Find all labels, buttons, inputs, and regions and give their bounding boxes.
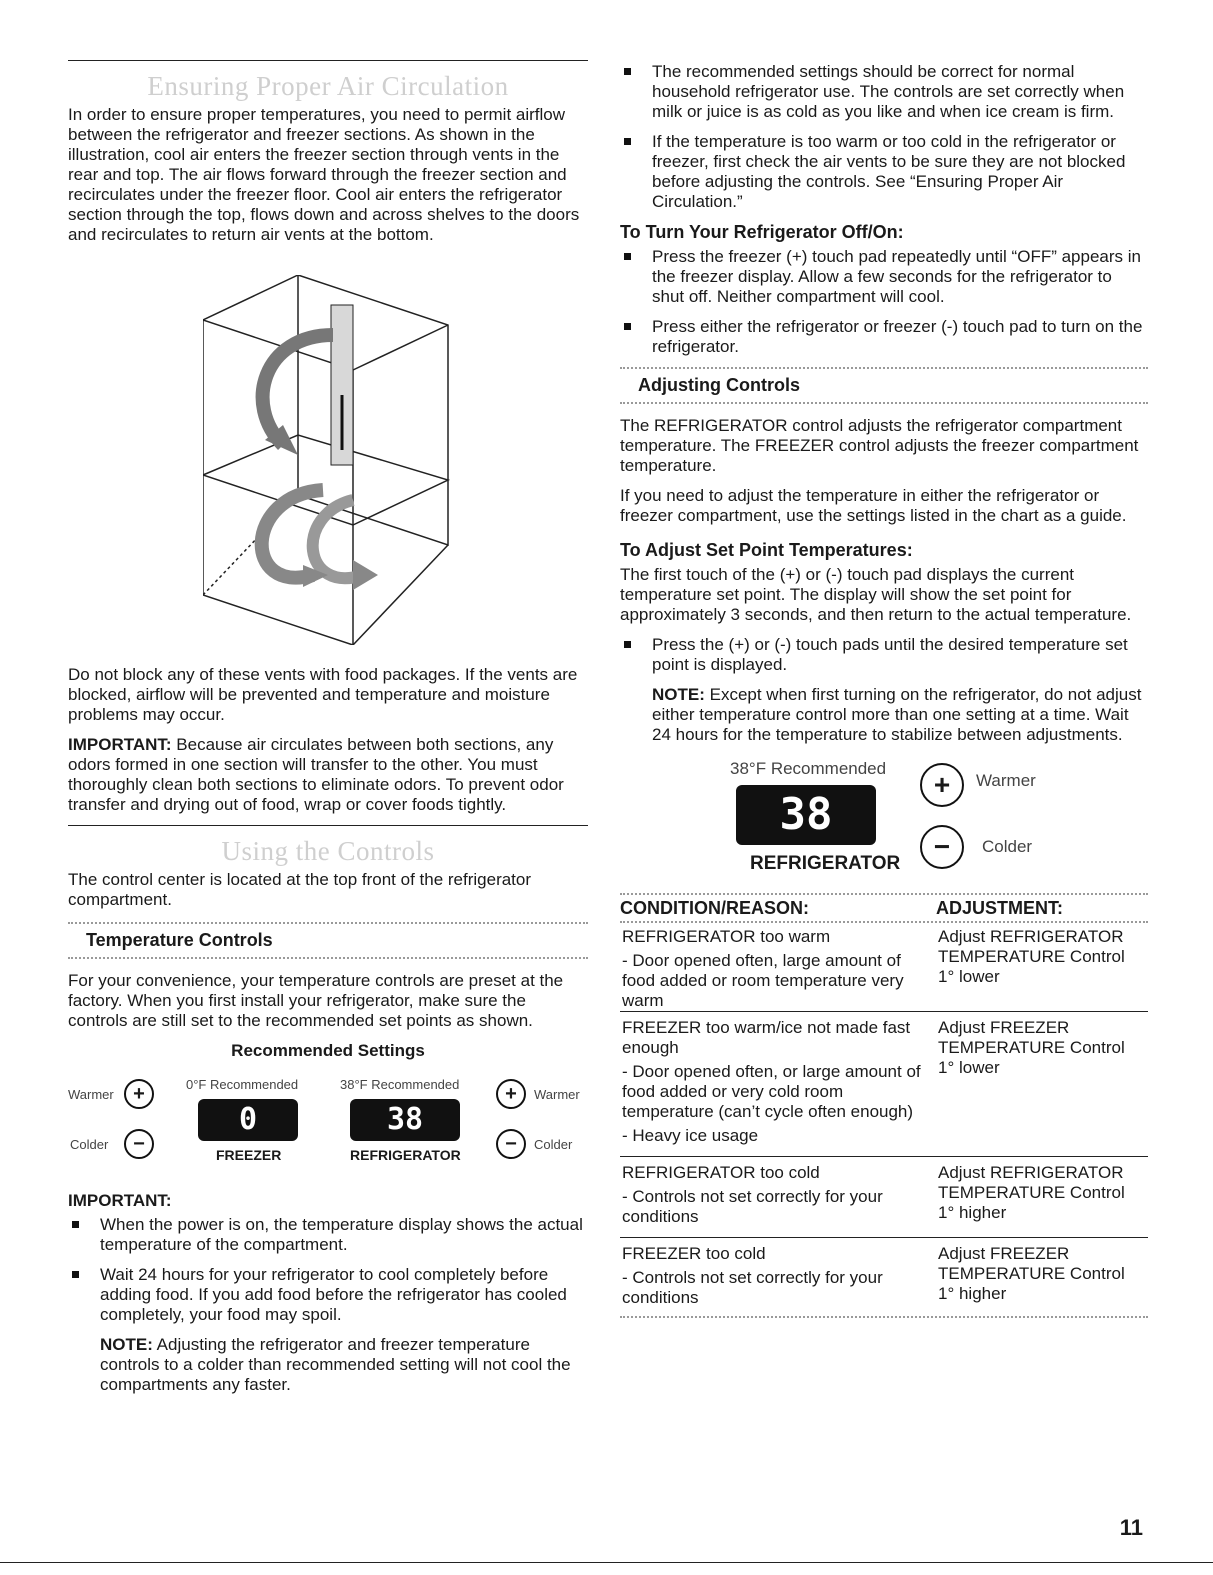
recommended-label: 38°F Recommended — [730, 759, 887, 778]
refrigerator-recommended-label: 38°F Recommended — [340, 1077, 460, 1092]
air-circulation-title: Ensuring Proper Air Circulation — [147, 71, 509, 101]
note-text: Adjusting the refrigerator and freezer temperature controls to a colder than recommended setting will not cool the compartments any faster. — [100, 1335, 571, 1394]
plus-icon: + — [505, 1083, 517, 1105]
dotted-rule — [620, 1316, 1148, 1318]
warmer-button[interactable] — [920, 763, 964, 807]
dotted-rule — [620, 921, 1148, 923]
note-paragraph — [68, 1335, 588, 1395]
using-controls-title: Using the Controls — [221, 836, 435, 866]
refrigerator-airflow-diagram — [203, 275, 453, 645]
list-item: Press the freezer (+) touch pad repeatedly until “OFF” appears in the freezer display. Allow a few seconds for the refrigerator to shut off. Neither compartment will cool. — [620, 247, 1148, 307]
important-paragraph — [68, 735, 588, 815]
plus-icon: + — [133, 1083, 145, 1105]
table-row — [620, 1163, 1148, 1238]
freezer-label: FREEZER — [216, 1147, 282, 1163]
condition-detail: - Door opened often, large amount of food added or room temperature very warm — [622, 951, 904, 1010]
refrigerator-label: REFRIGERATOR — [350, 1147, 461, 1163]
freezer-colder-label: Colder — [70, 1137, 109, 1152]
note-label: NOTE: — [100, 1335, 153, 1354]
important-label: IMPORTANT: — [68, 735, 172, 754]
note-text: Except when first turning on the refrigerator, do not adjust either temperature control more than one setting at a time. Wait 24 hours for the temperature to stabilize between adjustments. — [652, 685, 1142, 744]
preset-paragraph: For your convenience, your temperature controls are preset at the factory. When you first install your refrigerator, make sure the controls are still set to the recommended set points as shown. — [68, 971, 564, 1030]
condition-cell — [620, 1163, 938, 1238]
important-list — [68, 1215, 588, 1325]
adjusting-paragraph-1: The REFRIGERATOR control adjusts the refrigerator compartment temperature. The FREEZER control adjusts the freezer compartment temperature. — [620, 416, 1139, 475]
condition-title: REFRIGERATOR too warm — [622, 927, 831, 946]
condition-extra: - Heavy ice usage — [622, 1126, 759, 1145]
control-center-paragraph: The control center is located at the top front of the refrigerator compartment. — [68, 870, 532, 909]
condition-detail: - Door opened often, or large amount of food added or very cold room temperature (can’t cycle often enough) — [622, 1062, 921, 1121]
list-item: Wait 24 hours for your refrigerator to cool completely before adding food. If you add food before the refrigerator has cooled completely, your food may spoil. — [68, 1265, 588, 1325]
adjustment-cell — [938, 1163, 1148, 1238]
adjustment-detail: TEMPERATURE Control 1° lower — [938, 1038, 1125, 1077]
freezer-warmer-label: Warmer — [68, 1087, 114, 1102]
refrigerator-display-digit: 38 — [779, 789, 833, 840]
adjustment-header: ADJUSTMENT: — [936, 898, 1064, 918]
adjustment-title: Adjust FREEZER — [938, 1244, 1070, 1263]
freezer-display — [198, 1099, 298, 1141]
important-heading: IMPORTANT: — [68, 1191, 172, 1210]
refrigerator-colder-label: Colder — [534, 1137, 573, 1152]
set-point-list — [620, 635, 1148, 675]
list-item: When the power is on, the temperature display shows the actual temperature of the compartment. — [68, 1215, 588, 1255]
adjustment-title: Adjust REFRIGERATOR — [938, 1163, 1124, 1182]
dotted-rule — [68, 957, 588, 959]
airflow-illustration — [203, 275, 453, 645]
off-on-heading: To Turn Your Refrigerator Off/On: — [620, 222, 904, 242]
section-rule — [68, 825, 588, 826]
right-column — [620, 62, 1148, 1318]
note-paragraph — [620, 685, 1148, 745]
freezer-recommended-label: 0°F Recommended — [186, 1077, 299, 1092]
set-point-paragraph: The first touch of the (+) or (-) touch pad displays the current temperature set point. The display will show the set point for approximately 3 seconds, and then return to the actual temperature. — [620, 565, 1132, 624]
control-panel — [68, 1075, 588, 1183]
table-row — [620, 1244, 1148, 1316]
refrigerator-display — [736, 785, 876, 845]
freezer-display-digit: 0 — [238, 1102, 258, 1137]
bottom-rule — [0, 1562, 1213, 1563]
condition-table-body — [620, 927, 1148, 1316]
freezer-minus-button[interactable] — [124, 1129, 154, 1159]
list-item: Press the (+) or (-) touch pads until the desired temperature set point is displayed. — [620, 635, 1148, 675]
colder-button[interactable] — [920, 825, 964, 869]
left-column — [68, 60, 588, 1405]
plus-icon: + — [933, 769, 951, 800]
condition-header: CONDITION/REASON: — [620, 898, 809, 918]
refrigerator-minus-button[interactable] — [496, 1129, 526, 1159]
off-on-list — [620, 247, 1148, 357]
air-circulation-paragraph: In order to ensure proper temperatures, you need to permit airflow between the refrigerator and freezer sections. As shown in the illustration, cool air enters the freezer section through vents in the rear and top. The air flows forward through the freezer section and recirculates under the freezer floor. Cool air enters the refrigerator section through the top, flows down and across shelves to the doors and recirculates to return air vents at the bottom. — [68, 105, 580, 244]
refrigerator-plus-button[interactable] — [496, 1079, 526, 1109]
condition-title: FREEZER too cold — [622, 1244, 766, 1263]
note-label: NOTE: — [652, 685, 705, 704]
adjustment-detail: TEMPERATURE Control 1° higher — [938, 1264, 1125, 1303]
recommended-settings-heading: Recommended Settings — [231, 1041, 425, 1060]
minus-icon: − — [933, 831, 951, 862]
refrigerator-label: REFRIGERATOR — [750, 853, 901, 874]
adjustment-detail: TEMPERATURE Control 1° lower — [938, 947, 1125, 986]
adjustment-detail: TEMPERATURE Control 1° higher — [938, 1183, 1125, 1222]
minus-icon: − — [505, 1133, 517, 1155]
table-header-row — [620, 895, 1148, 921]
refrigerator-control-panel — [620, 759, 1148, 889]
adjustment-title: Adjust REFRIGERATOR — [938, 927, 1124, 946]
minus-icon: − — [133, 1133, 145, 1155]
condition-title: FREEZER too warm/ice not made fast enough — [622, 1018, 911, 1057]
list-item: If the temperature is too warm or too cold in the refrigerator or freezer, first check the air vents to be sure they are not blocked before adjusting the controls. See “Ensuring Proper Air Circulation.” — [620, 132, 1148, 212]
condition-detail: - Controls not set correctly for your conditions — [622, 1187, 883, 1226]
table-row — [620, 927, 1148, 1012]
condition-table — [620, 895, 1148, 921]
refrigerator-warmer-label: Warmer — [534, 1087, 580, 1102]
adjustment-cell — [938, 1018, 1148, 1157]
condition-cell — [620, 927, 938, 1012]
recommended-list — [620, 62, 1148, 212]
colder-label: Colder — [982, 837, 1033, 856]
adjusting-controls-heading: Adjusting Controls — [638, 375, 800, 395]
freezer-plus-button[interactable] — [124, 1079, 154, 1109]
adjustment-cell — [938, 1244, 1148, 1316]
warmer-label: Warmer — [976, 771, 1036, 790]
adjustment-title: Adjust FREEZER — [938, 1018, 1070, 1037]
condition-cell — [620, 1244, 938, 1316]
refrigerator-display-digit: 38 — [386, 1102, 424, 1137]
block-vents-paragraph: Do not block any of these vents with food packages. If the vents are blocked, airflow will be prevented and temperature and moisture problems may occur. — [68, 665, 578, 724]
temperature-controls-heading: Temperature Controls — [86, 930, 273, 950]
section-rule — [68, 60, 588, 61]
table-row — [620, 1018, 1148, 1157]
condition-detail: - Controls not set correctly for your conditions — [622, 1268, 883, 1307]
refrigerator-display — [350, 1099, 460, 1141]
adjusting-paragraph-2: If you need to adjust the temperature in either the refrigerator or freezer compartment, use the settings listed in the chart as a guide. — [620, 486, 1127, 525]
dotted-rule — [620, 402, 1148, 404]
set-point-heading: To Adjust Set Point Temperatures: — [620, 540, 913, 560]
page-number: 11 — [1119, 1515, 1143, 1540]
important-text: Because air circulates between both sections, any odors formed in one section will transfer to the other. You must thoroughly clean both sections to eliminate odors. To prevent odor transfer and drying out of food, wrap or cover foods tightly. — [68, 735, 564, 814]
condition-title: REFRIGERATOR too cold — [622, 1163, 820, 1182]
condition-cell — [620, 1018, 938, 1157]
list-item: The recommended settings should be correct for normal household refrigerator use. The controls are set correctly when milk or juice is as cold as you like and when ice cream is firm. — [620, 62, 1148, 122]
adjustment-cell — [938, 927, 1148, 1012]
list-item: Press either the refrigerator or freezer (-) touch pad to turn on the refrigerator. — [620, 317, 1148, 357]
